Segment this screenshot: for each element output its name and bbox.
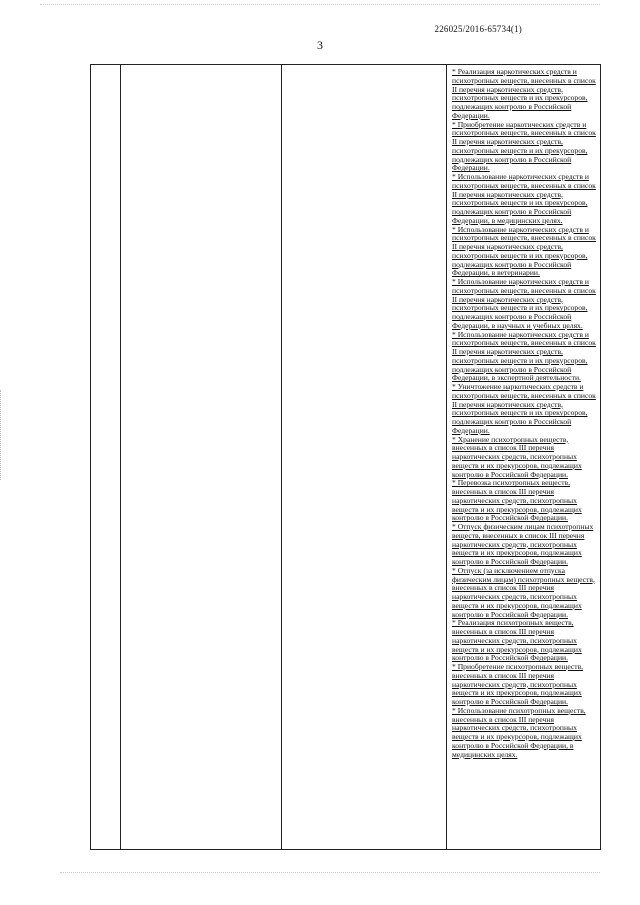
page-number: 3 [317,38,323,52]
column-divider-2 [281,65,282,849]
list-item: * Реализация наркотических средств и психотропных веществ, внесенных в список II перечня наркотических средств, психотропных веществ и их прекурсоров, подлежащих контролю в Российской Федерации. [452,67,596,120]
list-item: * Отпуск (за исключением отпуска физическим лицам) психотропных веществ, внесенных в список III перечня наркотических средств, психотропных веществ и их прекурсоров, подлежащих контролю в Российской Федерации. [452,565,595,619]
scan-noise-top [40,4,600,8]
scan-noise-bottom [60,872,600,877]
column-divider-1 [120,65,121,849]
document-table [90,64,601,850]
list-item: * Реализация психотропных веществ, внесенных в список III перечня наркотических средств, психотропных веществ и их прекурсоров, подлежащих контролю в Российской Федерации. [452,618,582,663]
list-item: * Уничтожение наркотических средств и психотропных веществ, внесенных в список II перечня наркотических средств, психотропных веществ и их прекурсоров, подлежащих контролю в Российской Федерации. [452,382,596,435]
list-item: * Отпуск физическим лицам психотропных веществ, внесенных в список III перечня наркотических средств, психотропных веществ и их прекурсоров, подлежащих контролю в Российской Федерации. [452,522,594,566]
list-item: * Приобретение психотропных веществ, внесенных в список III перечня наркотических средств, психотропных веществ и их прекурсоров, подлежащих контролю в Российской Федерации. [452,662,584,706]
activity-list [452,68,598,759]
list-item: * Использование психотропных веществ, внесенных в список III перечня наркотических средств, психотропных веществ и их прекурсоров, подлежащих контролю в Российской Федерации, в медицинских целях. [452,705,586,759]
list-item: * Перевозка психотропных веществ, внесенных в список III перечня наркотических средств, психотропных веществ и их прекурсоров, подлежащих контролю в Российской Федерации. [452,478,582,523]
list-item: * Использование наркотических средств и психотропных веществ, внесенных в список II перечня наркотических средств, психотропных веществ и их прекурсоров, подлежащих контролю в Российской Федерации, в научных и учебных целях. [452,277,596,330]
list-item: * Использование наркотических средств и психотропных веществ, внесенных в список II перечня наркотических средств, психотропных веществ и их прекурсоров, подлежащих контролю в Российской Федерации, в медицинских целях. [452,172,596,225]
list-item: * Использование наркотических средств и психотропных веществ, внесенных в список II перечня наркотических средств, психотропных веществ и их прекурсоров, подлежащих контролю в Российской Федерации, в экспертной деятельности. [452,329,596,383]
list-item: * Приобретение наркотических средств и психотропных веществ, внесенных в список II перечня наркотических средств, психотропных веществ и их прекурсоров, подлежащих контролю в Российской Федерации. [452,119,596,173]
list-item: * Хранение психотропных веществ, внесенных в список III перечня наркотических средств, психотропных веществ и их прекурсоров, подлежащих контролю в Российской Федерации. [452,434,582,479]
column-divider-3 [446,65,447,849]
document-number: 226025/2016-65734(1) [434,24,522,34]
list-item: * Использование наркотических средств и психотропных веществ, внесенных в список II перечня наркотических средств, психотропных веществ и их прекурсоров, подлежащих контролю в Российской Федерации, в ветеринарии. [452,224,596,278]
scan-edge-mark [0,390,13,480]
